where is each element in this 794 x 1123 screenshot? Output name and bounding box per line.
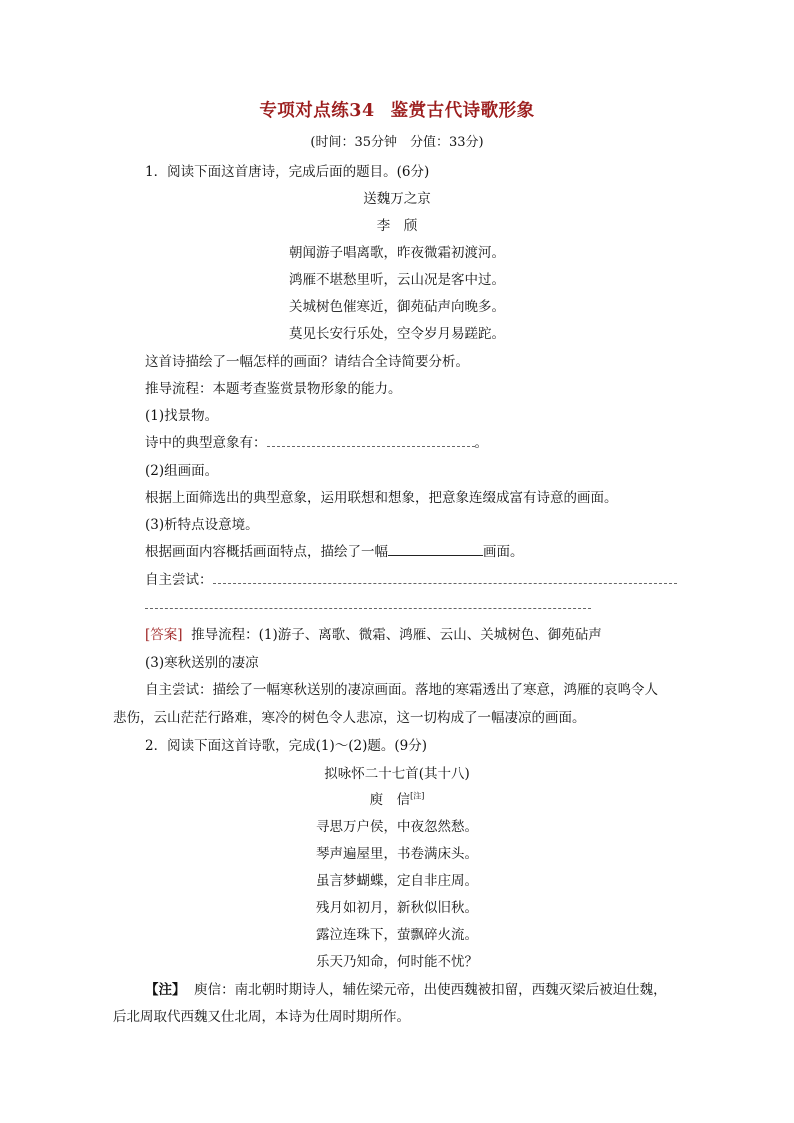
q1-answer-try-1: 自主尝试：描绘了一幅寒秋送别的凄凉画面。落地的寒霜透出了寒意，鸿雁的哀鸣令人: [145, 682, 658, 698]
step3-text-a: 根据画面内容概括画面特点，描绘了一幅: [145, 544, 388, 560]
q1-step2: (2)组画面。: [145, 463, 219, 479]
q2-poem-line: 乐天乃知命，何时能不忧？: [316, 954, 478, 970]
try-answer-blank[interactable]: [213, 571, 677, 584]
title-number: 专项对点练34: [259, 101, 375, 121]
q2-author-note: [注]: [410, 791, 425, 801]
q1-answer-try-2: 悲伤，云山茫茫行路难，寒冷的树色令人悲凉，这一切构成了一幅凄凉的画面。: [113, 710, 586, 726]
q1-answer-line1: [145, 623, 794, 643]
q1-poem-line: 朝闻游子唱离歌，昨夜微霜初渡河。: [289, 245, 505, 261]
q1-try-continued: [145, 596, 794, 613]
answer-tag: [答案]: [145, 627, 183, 643]
q1-step3: (3)析特点设意境。: [145, 517, 259, 533]
q1-answer-line2: (3)寒秋送别的凄凉: [145, 655, 259, 671]
note-tag: 【注】: [145, 982, 186, 998]
q1-try: [145, 568, 794, 588]
page-title: [0, 97, 794, 122]
q2-poem-title: 拟咏怀二十七首(其十八): [324, 766, 470, 782]
q2-note-1: [145, 978, 794, 998]
q1-question: 这首诗描绘了一幅怎样的画面？请结合全诗简要分析。: [145, 354, 469, 370]
q2-poem-line: 琴声遍屋里，书卷满床头。: [316, 846, 478, 862]
q1-step3-fill: [145, 540, 794, 560]
q1-step1: (1)找景物。: [145, 408, 219, 424]
q1-step1-fill: [145, 431, 794, 451]
q2-poem-line: 残月如初月，新秋似旧秋。: [316, 900, 478, 916]
q2-note-2: 后北周取代西魏又仕北周，本诗为仕周时期所作。: [113, 1009, 410, 1025]
try-answer-blank-2[interactable]: [145, 596, 591, 609]
q2-author-name: 庾 信: [369, 792, 411, 808]
q1-poem-author: 李 颀: [376, 218, 418, 234]
q1-poem-title: 送魏万之京: [363, 191, 431, 207]
q2-poem-author: [0, 788, 794, 808]
page-subtitle: (时间：35分钟 分值：33分): [310, 135, 484, 150]
step3-text-b: 画面。: [483, 544, 524, 560]
step3-answer-blank[interactable]: [388, 543, 483, 556]
note-text-1: 庾信：南北朝时期诗人，辅佐梁元帝，出使西魏被扣留，西魏灭梁后被迫仕魏，: [194, 982, 667, 998]
step1-fill-label: 诗中的典型意象有：: [145, 435, 267, 451]
try-label: 自主尝试：: [145, 572, 213, 588]
q1-stem: 1．阅读下面这首唐诗，完成后面的题目。(6分): [145, 164, 430, 180]
q1-poem-line: 莫见长安行乐处，空令岁月易蹉跎。: [289, 326, 505, 342]
q1-poem-line: 鸿雁不堪愁里听，云山况是客中过。: [289, 272, 505, 288]
step1-answer-blank[interactable]: [267, 434, 475, 447]
q1-step2-text: 根据上面筛选出的典型意象，运用联想和想象，把意象连缀成富有诗意的画面。: [145, 490, 618, 506]
q2-poem-line: 露泣连珠下，萤飘碎火流。: [316, 927, 478, 943]
answer-flow: 推导流程：(1)游子、离歌、微霜、鸿雁、云山、关城树色、御苑砧声: [191, 627, 602, 643]
q1-flow-intro: 推导流程：本题考查鉴赏景物形象的能力。: [145, 381, 402, 397]
q1-poem-line: 关城树色催寒近，御苑砧声向晚多。: [289, 299, 505, 315]
title-topic: 鉴赏古代诗歌形象: [390, 101, 535, 121]
q2-poem-line: 寻思万户侯，中夜忽然愁。: [316, 819, 478, 835]
q2-stem: 2．阅读下面这首诗歌，完成(1)～(2)题。(9分): [145, 738, 427, 754]
step1-fill-end: 。: [474, 435, 488, 451]
q2-poem-line: 虽言梦蝴蝶，定自非庄周。: [316, 873, 478, 889]
